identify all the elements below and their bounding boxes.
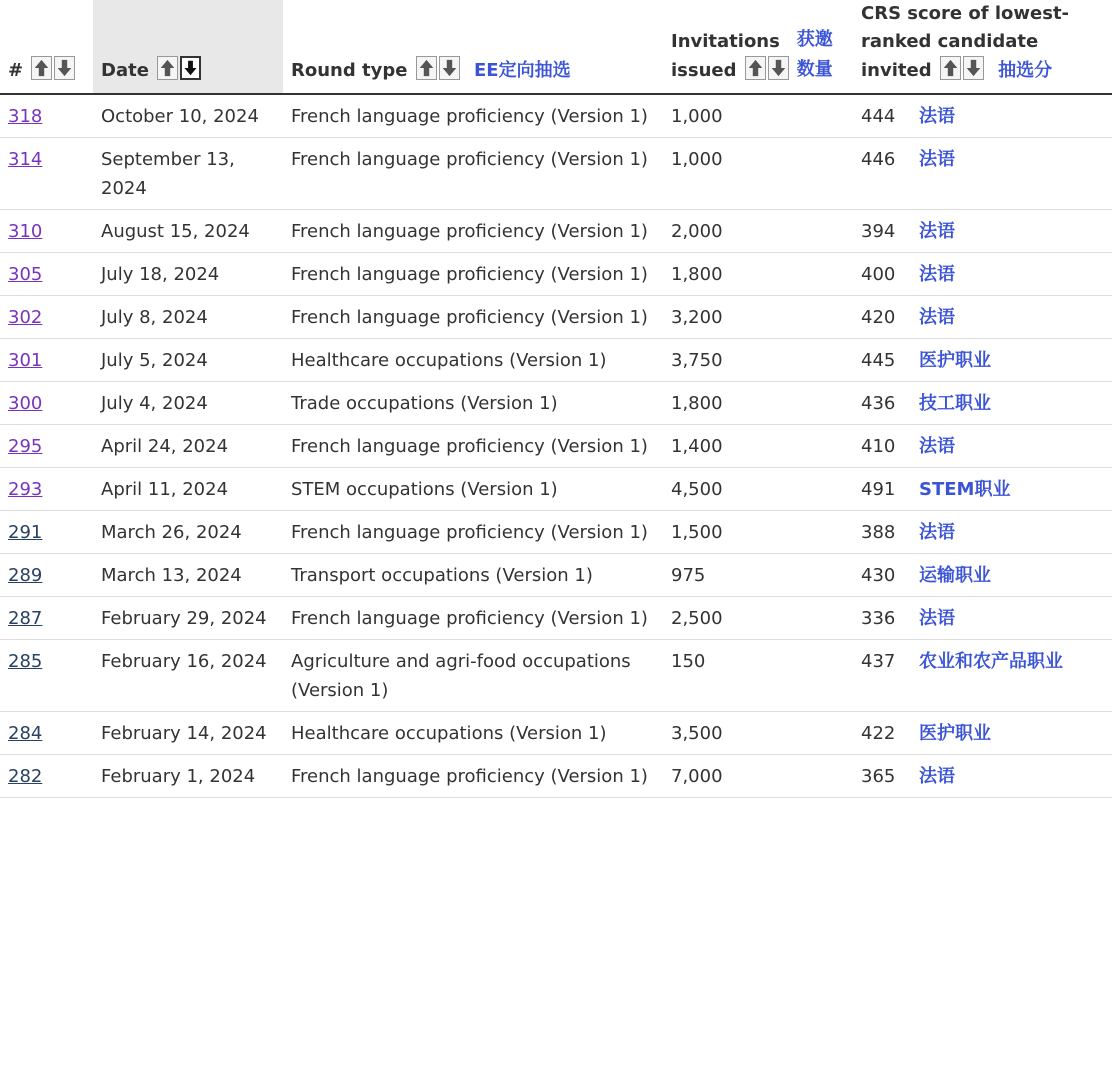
round-number-link[interactable]: 291 bbox=[8, 522, 43, 543]
cell-round-type: French language proficiency (Version 1) bbox=[283, 296, 663, 339]
cell-crs bbox=[853, 382, 1112, 425]
cell-crs bbox=[853, 511, 1112, 554]
table-row bbox=[0, 339, 1112, 382]
cell-num bbox=[0, 210, 93, 253]
cell-crs bbox=[853, 640, 1112, 712]
cell-crs bbox=[853, 712, 1112, 755]
table-header-row bbox=[0, 0, 1112, 94]
round-number-link[interactable]: 282 bbox=[8, 766, 43, 787]
cell-num bbox=[0, 253, 93, 296]
round-number-link[interactable]: 302 bbox=[8, 307, 43, 328]
cell-num bbox=[0, 425, 93, 468]
round-type-cn-tag: 法语 bbox=[919, 522, 955, 543]
arrow-down-icon bbox=[55, 57, 74, 79]
round-number-link[interactable]: 289 bbox=[8, 565, 43, 586]
arrow-up-icon bbox=[158, 57, 177, 79]
arrow-up-icon bbox=[746, 57, 765, 79]
table-row bbox=[0, 755, 1112, 798]
table-row bbox=[0, 210, 1112, 253]
round-number-link[interactable]: 295 bbox=[8, 436, 43, 457]
cell-date: September 13, 2024 bbox=[93, 138, 283, 210]
round-number-link[interactable]: 301 bbox=[8, 350, 43, 371]
crs-score: 446 bbox=[861, 149, 896, 170]
cell-crs bbox=[853, 468, 1112, 511]
column-header-num bbox=[0, 0, 93, 94]
cell-round-type: French language proficiency (Version 1) bbox=[283, 94, 663, 138]
sort-descending-button[interactable] bbox=[963, 56, 984, 80]
round-type-cn-tag: 法语 bbox=[919, 106, 955, 127]
header-crs-cn: 抽选分 bbox=[998, 60, 1053, 81]
header-date-label: Date bbox=[101, 60, 149, 81]
header-crs-line1: CRS score of lowest- bbox=[861, 3, 1070, 24]
cell-date: April 24, 2024 bbox=[93, 425, 283, 468]
cell-crs bbox=[853, 425, 1112, 468]
table-row bbox=[0, 554, 1112, 597]
cell-date: August 15, 2024 bbox=[93, 210, 283, 253]
table-row bbox=[0, 94, 1112, 138]
cell-num bbox=[0, 597, 93, 640]
cell-round-type: French language proficiency (Version 1) bbox=[283, 755, 663, 798]
cell-date: February 14, 2024 bbox=[93, 712, 283, 755]
column-header-date bbox=[93, 0, 283, 94]
table-row bbox=[0, 382, 1112, 425]
crs-score: 394 bbox=[861, 221, 896, 242]
cell-invitations: 3,750 bbox=[663, 339, 853, 382]
table-row bbox=[0, 296, 1112, 339]
cell-round-type: French language proficiency (Version 1) bbox=[283, 597, 663, 640]
cell-invitations: 1,500 bbox=[663, 511, 853, 554]
header-invitations-line1: Invitations bbox=[671, 31, 780, 52]
sort-ascending-button[interactable] bbox=[416, 56, 437, 80]
round-type-cn-tag: 医护职业 bbox=[919, 723, 991, 744]
cell-date: February 29, 2024 bbox=[93, 597, 283, 640]
cell-num bbox=[0, 640, 93, 712]
cell-round-type: Healthcare occupations (Version 1) bbox=[283, 712, 663, 755]
cell-invitations: 1,400 bbox=[663, 425, 853, 468]
sort-descending-button[interactable] bbox=[54, 56, 75, 80]
crs-score: 491 bbox=[861, 479, 896, 500]
header-round-type-label: Round type bbox=[291, 60, 408, 81]
header-invitations-line2: issued bbox=[671, 60, 737, 81]
sort-ascending-button[interactable] bbox=[940, 56, 961, 80]
sort-descending-button[interactable] bbox=[439, 56, 460, 80]
cell-num bbox=[0, 339, 93, 382]
round-type-cn-tag: 运输职业 bbox=[919, 565, 991, 586]
cell-date: July 18, 2024 bbox=[93, 253, 283, 296]
round-type-cn-tag: STEM职业 bbox=[919, 479, 1011, 500]
table-row bbox=[0, 640, 1112, 712]
header-invitations-cn-line2: 数量 bbox=[796, 59, 833, 80]
round-type-cn-tag: 法语 bbox=[919, 766, 955, 787]
crs-score: 420 bbox=[861, 307, 896, 328]
cell-num bbox=[0, 554, 93, 597]
cell-num bbox=[0, 511, 93, 554]
cell-num bbox=[0, 468, 93, 511]
table-body bbox=[0, 94, 1112, 798]
arrow-up-icon bbox=[417, 57, 436, 79]
cell-date: July 8, 2024 bbox=[93, 296, 283, 339]
cell-crs bbox=[853, 138, 1112, 210]
table-row bbox=[0, 253, 1112, 296]
table-row bbox=[0, 511, 1112, 554]
round-number-link[interactable]: 285 bbox=[8, 651, 43, 672]
sort-ascending-button[interactable] bbox=[31, 56, 52, 80]
round-type-cn-tag: 法语 bbox=[919, 149, 955, 170]
cell-round-type: French language proficiency (Version 1) bbox=[283, 425, 663, 468]
round-number-link[interactable]: 310 bbox=[8, 221, 43, 242]
sort-descending-button[interactable] bbox=[180, 56, 201, 80]
arrow-up-icon bbox=[32, 57, 51, 79]
cell-round-type: Transport occupations (Version 1) bbox=[283, 554, 663, 597]
cell-date: July 4, 2024 bbox=[93, 382, 283, 425]
cell-invitations: 4,500 bbox=[663, 468, 853, 511]
cell-round-type: French language proficiency (Version 1) bbox=[283, 210, 663, 253]
header-num-label: # bbox=[8, 60, 24, 81]
crs-score: 430 bbox=[861, 565, 896, 586]
cell-invitations: 3,500 bbox=[663, 712, 853, 755]
cell-date: February 1, 2024 bbox=[93, 755, 283, 798]
table-row bbox=[0, 712, 1112, 755]
cell-round-type: Healthcare occupations (Version 1) bbox=[283, 339, 663, 382]
cell-invitations: 7,000 bbox=[663, 755, 853, 798]
round-number-link[interactable]: 284 bbox=[8, 723, 43, 744]
cell-date: April 11, 2024 bbox=[93, 468, 283, 511]
crs-score: 436 bbox=[861, 393, 896, 414]
round-number-link[interactable]: 305 bbox=[8, 264, 43, 285]
column-header-crs bbox=[853, 0, 1112, 94]
cell-round-type: French language proficiency (Version 1) bbox=[283, 511, 663, 554]
cell-invitations: 1,800 bbox=[663, 253, 853, 296]
cell-date: October 10, 2024 bbox=[93, 94, 283, 138]
round-type-cn-tag: 医护职业 bbox=[919, 350, 991, 371]
header-crs-line3: invited bbox=[861, 60, 932, 81]
arrow-down-icon bbox=[769, 57, 788, 79]
table-row bbox=[0, 138, 1112, 210]
arrow-down-icon bbox=[440, 57, 459, 79]
cell-num bbox=[0, 712, 93, 755]
crs-score: 422 bbox=[861, 723, 896, 744]
cell-crs bbox=[853, 210, 1112, 253]
cell-num bbox=[0, 755, 93, 798]
crs-score: 400 bbox=[861, 264, 896, 285]
header-round-type-cn: EE定向抽选 bbox=[474, 60, 571, 81]
cell-invitations: 2,500 bbox=[663, 597, 853, 640]
cell-crs bbox=[853, 597, 1112, 640]
cell-crs bbox=[853, 755, 1112, 798]
cell-round-type: STEM occupations (Version 1) bbox=[283, 468, 663, 511]
header-invitations-cn-line1: 获邀 bbox=[796, 29, 833, 50]
round-type-cn-tag: 技工职业 bbox=[919, 393, 991, 414]
round-number-link[interactable]: 314 bbox=[8, 149, 43, 170]
table-row bbox=[0, 425, 1112, 468]
round-number-link[interactable]: 318 bbox=[8, 106, 43, 127]
cell-crs bbox=[853, 94, 1112, 138]
round-type-cn-tag: 法语 bbox=[919, 264, 955, 285]
round-type-cn-tag: 法语 bbox=[919, 436, 955, 457]
cell-crs bbox=[853, 554, 1112, 597]
round-type-cn-tag: 法语 bbox=[919, 608, 955, 629]
cell-num bbox=[0, 296, 93, 339]
cell-invitations: 975 bbox=[663, 554, 853, 597]
sort-descending-button[interactable] bbox=[768, 56, 789, 80]
arrow-down-icon bbox=[964, 57, 983, 79]
round-number-link[interactable]: 287 bbox=[8, 608, 43, 629]
cell-num bbox=[0, 94, 93, 138]
cell-num bbox=[0, 138, 93, 210]
cell-invitations: 1,000 bbox=[663, 94, 853, 138]
crs-score: 388 bbox=[861, 522, 896, 543]
cell-invitations: 1,000 bbox=[663, 138, 853, 210]
sort-ascending-button[interactable] bbox=[157, 56, 178, 80]
crs-score: 437 bbox=[861, 651, 896, 672]
round-number-link[interactable]: 293 bbox=[8, 479, 43, 500]
cell-round-type: French language proficiency (Version 1) bbox=[283, 253, 663, 296]
column-header-round-type bbox=[283, 0, 663, 94]
cell-round-type: Agriculture and agri-food occupations (Version 1) bbox=[283, 640, 663, 712]
cell-invitations: 150 bbox=[663, 640, 853, 712]
cell-crs bbox=[853, 339, 1112, 382]
header-crs-line2: ranked candidate bbox=[861, 31, 1039, 52]
cell-date: July 5, 2024 bbox=[93, 339, 283, 382]
crs-score: 410 bbox=[861, 436, 896, 457]
crs-score: 444 bbox=[861, 106, 896, 127]
cell-invitations: 1,800 bbox=[663, 382, 853, 425]
crs-score: 445 bbox=[861, 350, 896, 371]
cell-date: February 16, 2024 bbox=[93, 640, 283, 712]
round-type-cn-tag: 法语 bbox=[919, 221, 955, 242]
table-row bbox=[0, 597, 1112, 640]
crs-score: 336 bbox=[861, 608, 896, 629]
crs-score: 365 bbox=[861, 766, 896, 787]
arrow-down-icon bbox=[182, 58, 199, 78]
sort-ascending-button[interactable] bbox=[745, 56, 766, 80]
cell-crs bbox=[853, 296, 1112, 339]
cell-round-type: French language proficiency (Version 1) bbox=[283, 138, 663, 210]
cell-round-type: Trade occupations (Version 1) bbox=[283, 382, 663, 425]
column-header-invitations bbox=[663, 0, 853, 94]
cell-crs bbox=[853, 253, 1112, 296]
table-row bbox=[0, 468, 1112, 511]
cell-num bbox=[0, 382, 93, 425]
round-type-cn-tag: 法语 bbox=[919, 307, 955, 328]
cell-invitations: 3,200 bbox=[663, 296, 853, 339]
cell-date: March 13, 2024 bbox=[93, 554, 283, 597]
round-number-link[interactable]: 300 bbox=[8, 393, 43, 414]
round-type-cn-tag: 农业和农产品职业 bbox=[919, 651, 1063, 672]
cell-invitations: 2,000 bbox=[663, 210, 853, 253]
cell-date: March 26, 2024 bbox=[93, 511, 283, 554]
arrow-up-icon bbox=[941, 57, 960, 79]
